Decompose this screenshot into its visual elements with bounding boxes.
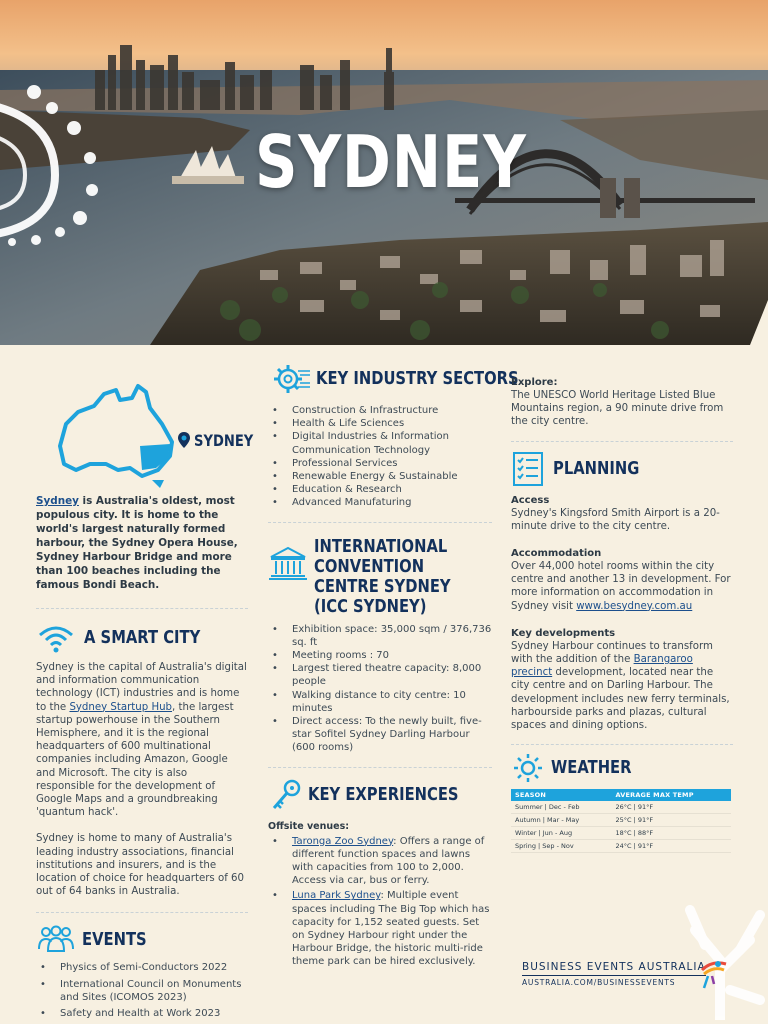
sectors-header: [268, 362, 519, 396]
wifi-icon: [36, 623, 76, 653]
list-item: • Advanced Manufaturing: [268, 496, 492, 509]
icc-header: [268, 537, 492, 617]
planning-title: PLANNING: [553, 457, 640, 479]
list-item: • Largest tiered theatre capacity: 8,000 people: [268, 662, 492, 688]
besydney-link[interactable]: www.besydney.com.au: [576, 600, 693, 612]
australia-map-icon: [46, 372, 196, 492]
list-item: • Meeting rooms : 70: [268, 649, 492, 662]
sydney-link[interactable]: Sydney: [36, 495, 79, 507]
sectors-list: [268, 404, 492, 510]
page-title: SYDNEY: [255, 120, 527, 204]
sun-icon: [511, 753, 545, 783]
table-row: Autumn | Mar - May 25°C | 91°F: [511, 814, 731, 827]
brand-name: BUSINESS EVENTS AUSTRALIA: [522, 961, 706, 973]
icc-list: [268, 623, 492, 755]
sectors-title: KEY INDUSTRY SECTORS: [316, 368, 519, 390]
divider: [268, 767, 492, 768]
accommodation-text: Over 44,000 hotel rooms within the city centre and another 13 in development. For more information on accommodation in Sydney visit www.besydney.com.au: [511, 561, 731, 612]
table-row: Winter | Jun - Aug 18°C | 88°F: [511, 827, 731, 840]
access-text: Sydney's Kingsford Smith Airport is a 20-minute drive to the city centre.: [511, 507, 720, 532]
list-item: • Digital Industries & Information Communication Technology: [268, 430, 492, 456]
divider: [268, 522, 492, 523]
sydney-startup-hub-link[interactable]: Sydney Startup Hub: [69, 701, 173, 713]
map-location-label: SYDNEY: [194, 431, 254, 450]
list-item: • Exhibition space: 35,000 sqm / 376,736 sq. ft: [268, 623, 492, 649]
events-list: [36, 961, 248, 1020]
footer-brand: [522, 961, 706, 987]
accommodation-label: Accommodation: [511, 548, 602, 560]
smart-city-header: [36, 623, 248, 653]
events-header: [36, 925, 248, 953]
events-title: EVENTS: [82, 928, 147, 950]
explore-label: Explore:: [511, 377, 558, 388]
brand-url[interactable]: AUSTRALIA.COM/BUSINESSEVENTS: [522, 975, 706, 987]
list-item: • Direct access: To the newly built, five-star Sofitel Sydney Darling Harbour (600 rooms): [268, 715, 492, 755]
developments-text: Sydney Harbour continues to transform with the addition of the Barangaroo precinct development, located near the city centre and on Darling Harbour. The development includes new ferry terminals, harbourside parks and plazas, cultural spaces and dining options.: [511, 640, 730, 732]
building-columns-icon: [268, 545, 308, 581]
column-header-season: SEASON: [511, 789, 611, 801]
list-item: • Luna Park Sydney: Multiple event spaces including The Big Top which has capacity for 1,152 seated guests. Set on Sydney Harbour right under the Harbour Bridge, the historic multi-ride theme park can be hired exclusively.: [268, 889, 492, 968]
experiences-header: [268, 778, 492, 812]
hero-banner: [0, 0, 768, 345]
divider: [36, 912, 248, 913]
experiences-subtitle: Offsite venues:: [268, 820, 350, 832]
access-label: Access: [511, 494, 550, 506]
developments-label: Key developments: [511, 627, 616, 639]
smart-city-title: A SMART CITY: [84, 627, 201, 649]
list-item: • Physics of Semi-Conductors 2022: [36, 961, 248, 974]
list-item: • Walking distance to city centre: 10 minutes: [268, 689, 492, 715]
australia-map: [36, 362, 254, 482]
table-row: Summer | Dec - Feb 26°C | 91°F: [511, 801, 731, 814]
checklist-icon: [511, 450, 545, 488]
list-item: • Health & Life Sciences: [268, 417, 492, 430]
list-item: • International Council on Monuments and Sites (ICOMOS 2023): [36, 978, 248, 1004]
right-column: [511, 376, 733, 853]
divider: [511, 441, 733, 442]
list-item: • Taronga Zoo Sydney: Offers a range of different function spaces and lawns with capacities from 100 to 2,000. Access via car, bus or ferry.: [268, 835, 492, 888]
divider: [36, 608, 248, 609]
list-item: • Renewable Energy & Sustainable: [268, 470, 492, 483]
list-item: • Construction & Infrastructure: [268, 404, 492, 417]
explore-text: The UNESCO World Heritage Listed Blue Mountains region, a 90 minute drive from the city centre.: [511, 390, 724, 428]
list-item: • Professional Services: [268, 457, 492, 470]
barangaroo-link[interactable]: Barangaroo precinct: [511, 654, 693, 679]
gear-circuit-icon: [268, 362, 312, 396]
experiences-title: KEY EXPERIENCES: [308, 783, 459, 805]
icc-title: INTERNATIONAL CONVENTION CENTRE SYDNEY (ICC SYDNEY): [314, 535, 451, 617]
planning-header: [511, 450, 733, 488]
weather-header: [511, 753, 733, 783]
smart-city-paragraph-1: Sydney is the capital of Australia's digital and information communication technology (ICT) industries and is home to the Sydney Startup Hub, the largest startup powerhouse in the Southern Hemisphere, and it is the regional headquarters of 600 multinational companies including Amazon, Google and Microsoft. The city is also responsible for the development of Google Maps and a groundbreaking 'quantum hack'.: [36, 662, 247, 819]
kangaroo-logo-icon: [696, 956, 730, 990]
weather-title: WEATHER: [551, 757, 632, 779]
column-header-temp: AVERAGE MAX TEMP: [611, 789, 731, 801]
experiences-list: [268, 835, 492, 969]
coral-decoration: [660, 870, 768, 1020]
taronga-zoo-link[interactable]: Taronga Zoo Sydney: [292, 835, 394, 847]
luna-park-link[interactable]: Luna Park Sydney: [292, 890, 381, 902]
list-item: • Safety and Health at Work 2023: [36, 1007, 248, 1020]
list-item: • Education & Research: [268, 483, 492, 496]
table-row: Spring | Sep - Nov 24°C | 91°F: [511, 840, 731, 853]
people-icon: [36, 925, 76, 953]
smart-city-paragraph-2: Sydney is home to many of Australia's leading industry associations, financial institutions and insurers, and is the location of choice for headquarters of 60 out of 64 banks in Australia.: [36, 833, 244, 898]
key-icon: [268, 778, 304, 812]
map-pin-icon: [177, 431, 191, 449]
divider: [511, 744, 733, 745]
intro-paragraph: Sydney is Australia's oldest, most populous city. It is home to the world's largest naturally formed harbour, the Sydney Opera House, Sydney Harbour Bridge and more than 100 beaches including the famous Bondi Beach.: [36, 495, 238, 591]
middle-column: [268, 362, 519, 969]
left-column: [36, 362, 254, 1020]
weather-table: [511, 789, 731, 853]
